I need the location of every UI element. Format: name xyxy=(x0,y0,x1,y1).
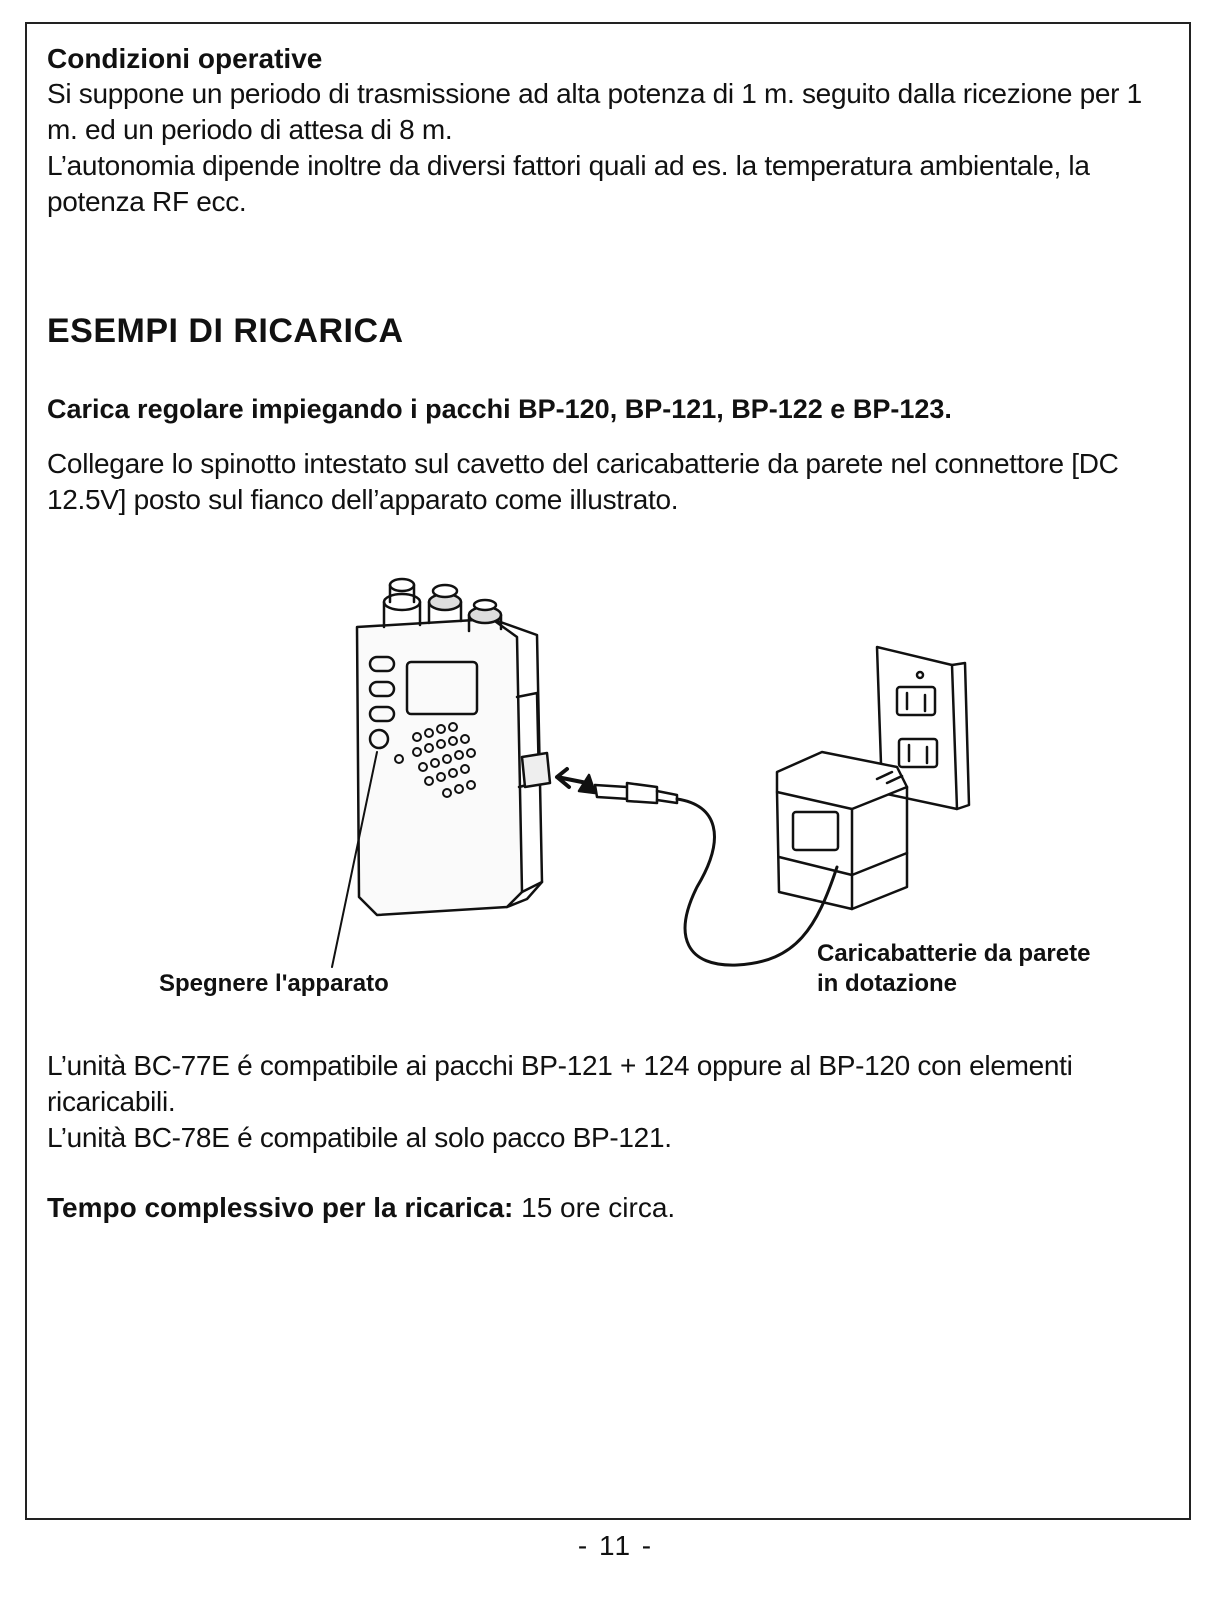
charging-diagram-svg xyxy=(117,547,1117,997)
compatibility-note-1: L’unità BC-77E é compatibile ai pacchi BP-121 + 124 oppure al BP-120 con elementi ricaricabili. xyxy=(47,1050,1073,1117)
section-title: ESEMPI DI RICARICA xyxy=(47,312,404,350)
label-charger xyxy=(817,939,1090,999)
charge-time-label: Tempo complessivo per la ricarica: xyxy=(47,1192,514,1223)
operating-conditions-text-2: L’autonomia dipende inoltre da diversi fattori quali ad es. la temperatura ambientale, la potenza RF ecc. xyxy=(47,150,1090,217)
label-charger-line-1: Caricabatterie da parete xyxy=(817,940,1091,967)
charging-illustration xyxy=(117,547,1117,997)
wall-charger-illustration xyxy=(777,752,907,909)
compatibility-note-2: L’unità BC-78E é compatibile al solo pacco BP-121. xyxy=(47,1122,672,1153)
radio-illustration xyxy=(357,579,550,915)
label-charger-line-2: in dotazione xyxy=(817,970,957,997)
operating-conditions-heading: Condizioni operative xyxy=(47,43,323,74)
label-power-off: Spegnere l'apparato xyxy=(159,970,389,997)
compatibility-notes xyxy=(47,1048,1171,1156)
regular-charge-description: Collegare lo spinotto intestato sul cavetto del caricabatterie da parete nel connettore [DC 12.5V] posto sul fianco dell’apparato come illustrato. xyxy=(47,448,1119,515)
charge-time-value: 15 ore circa. xyxy=(513,1192,676,1223)
cable-illustration xyxy=(677,799,837,965)
page-content xyxy=(47,42,1171,1223)
regular-charge-heading: Carica regolare impiegando i pacchi BP-120, BP-121, BP-122 e BP-123. xyxy=(47,394,952,424)
charge-time xyxy=(47,1190,675,1226)
operating-conditions-text-1: Si suppone un periodo di trasmissione ad alta potenza di 1 m. seguito dalla ricezione per 1 m. ed un periodo di attesa di 8 m. xyxy=(47,78,1142,145)
page-frame xyxy=(25,22,1191,1520)
page-number: - 11 - xyxy=(577,1530,654,1561)
plug-illustration xyxy=(595,783,677,803)
